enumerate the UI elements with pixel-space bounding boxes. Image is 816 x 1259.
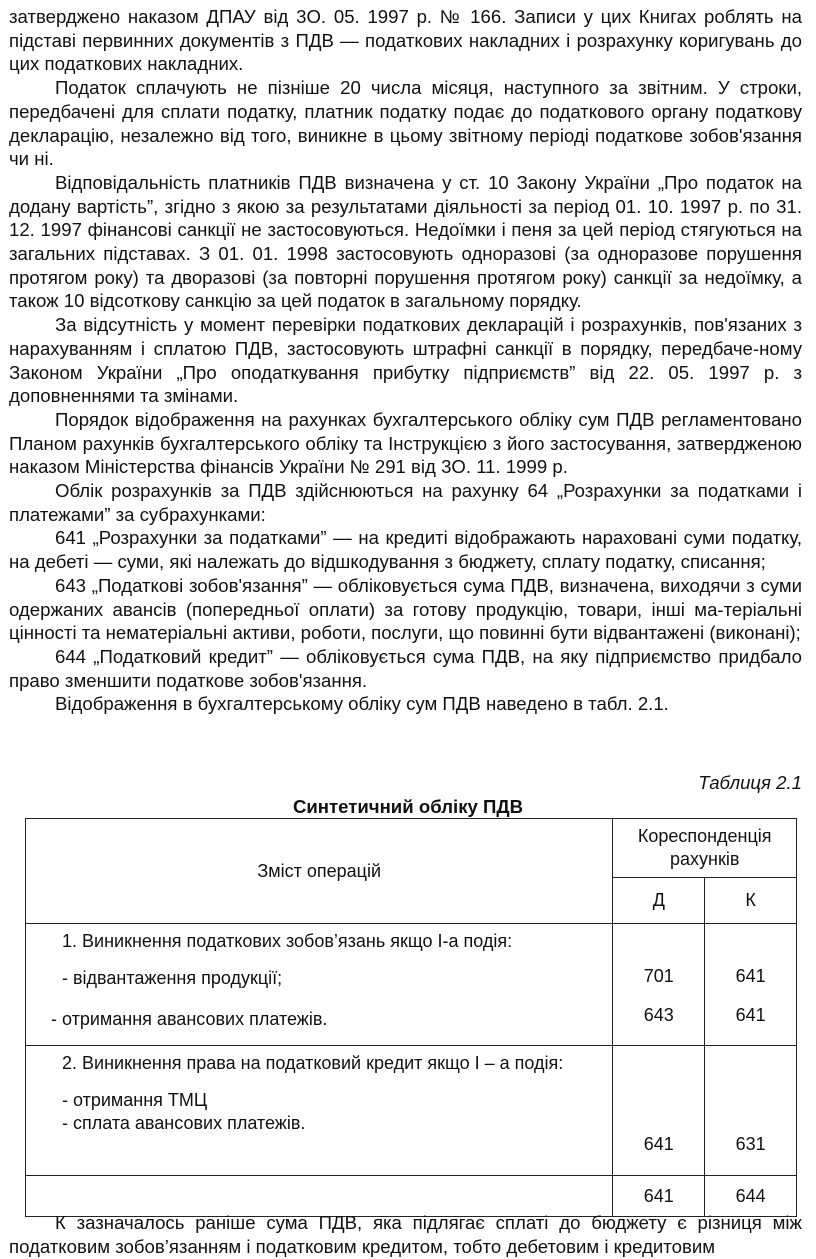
paragraph-7: 641 „Розрахунки за податками” — на кредиті відображають нараховані суми податку, на дебеті — суми, які належать до відшкодування з бюджету, сплату податку, списання; <box>9 527 802 573</box>
section-1-item-2-credit: 641 <box>735 1005 766 1025</box>
section-2-row-2-debit: 641 <box>613 1176 705 1217</box>
header-content: Зміст операцій <box>26 819 613 924</box>
closing-paragraph-wrap <box>9 1211 802 1258</box>
section-1-item-2: - отримання авансових платежів. <box>51 1009 328 1029</box>
section-1-cell <box>26 924 613 1046</box>
section-2-debit-cell <box>613 1046 705 1176</box>
section-2-credit-cell <box>705 1046 797 1176</box>
section-1-debit-cell <box>613 924 705 1046</box>
section-2-row-1-debit: 641 <box>643 1134 674 1154</box>
section-1-heading: 1. Виникнення податкових зобов’язань якщо I-а подія: <box>62 931 513 951</box>
table-title: Синтетичний обліку ПДВ <box>292 796 524 817</box>
header-debit: Д <box>613 877 705 923</box>
paragraph-10: Відображення в бухгалтерському обліку сум ПДВ наведено в табл. 2.1. <box>55 693 669 715</box>
section-1-item-1: - відвантаження продукції; <box>62 968 283 988</box>
paragraph-3: Відповідальність платників ПДВ визначена у ст. 10 Закону України „Про податок на додану вартість”, згідно з якою за результатами діяльності за період 01. 10. 1997 р. по 31. 12. 1997 фінансові санкції не застосовуються. Недоїмки і пеня за цей період стягуються на загальних підставах. З 01. 01. 1998 застосовують одноразові (за одноразове порушення протягом року) та дворазові (за повторні порушення протягом року) санкції за недоїмку, а також 10 відсоткову санкцію за цей податок в загальному порядку. <box>9 171 802 312</box>
paragraph-2: Податок сплачують не пізніше 20 числа місяця, наступного за звітним. У строки, передбачені для сплати податку, платник податку подає до податкового органу податкову декларацію, незалежно від того, виникне в цьому звітному періоді податкове зобов'язання чи ні. <box>9 77 802 170</box>
section-2-heading: 2. Виникнення права на податковий кредит якщо I – а подія: <box>62 1053 564 1073</box>
table-row <box>26 924 797 1046</box>
document-body <box>9 5 802 716</box>
section-1-item-2-debit: 643 <box>643 1005 674 1025</box>
header-correspondence: Кореспонденція рахунків <box>613 819 797 878</box>
paragraph-9: 644 „Податковий кредит” — обліковується сума ПДВ, на яку підприємство придбало право зменшити податкове зобов'язання. <box>9 645 802 691</box>
paragraph-1: затверджено наказом ДПАУ від 3О. 05. 1997 р. № 166. Записи у цих Книгах роблять на підставі первинних документів з ПДВ — податкових накладних і розрахунку коригувань до цих податкових накладних. <box>9 6 802 75</box>
section-2-item-2: - сплата авансових платежів. <box>62 1113 306 1133</box>
paragraph-4: За відсутність у момент перевірки податкових декларацій і розрахунків, пов'язаних з нарахуванням і сплатою ПДВ, застосовують штрафні санкції в порядку, передбаче-ному Законом України „Про оподаткування прибутку підприємств” від 22. 05. 1997 р. з доповненнями та змінами. <box>9 314 802 407</box>
section-1-item-1-debit: 701 <box>643 966 674 986</box>
header-credit: К <box>705 877 797 923</box>
section-1-item-1-credit: 641 <box>735 966 766 986</box>
section-2-item-1: - отримання ТМЦ <box>62 1090 208 1110</box>
closing-paragraph: К зазначалось раніше сума ПДВ, яка підлягає сплаті до бюджету є різниця між податковим зобов’язанням і податковим кредитом, тобто дебетовим і кредитовим <box>9 1212 802 1257</box>
table-header-row <box>26 819 797 878</box>
paragraph-8: 643 „Податкові зобов'язання” — обліковується сума ПДВ, визначена, виходячи з суми одержаних авансів (попередньої оплати) за готову продукцію, товари, інші ма-теріальні цінності та нематеріальні активи, роботи, послуги, що повинні бути відвантажені (виконані); <box>9 574 802 644</box>
section-1-credit-cell <box>705 924 797 1046</box>
section-2-row-1-credit: 631 <box>735 1134 766 1154</box>
section-2-row-2-credit: 644 <box>705 1176 797 1217</box>
vat-accounting-table <box>25 818 797 1217</box>
table-caption: Таблиця 2.1 <box>698 772 802 793</box>
section-2-cell <box>26 1046 613 1176</box>
paragraph-6: Облік розрахунків за ПДВ здійснюються на рахунку 64 „Розрахунки за податками і платежами” за субрахунками: <box>9 480 802 525</box>
paragraph-5: Порядок відображення на рахунках бухгалтерського обліку сум ПДВ регламентовано Планом рахунків бухгалтерського обліку та Інструкцією з його застосування, затвердженою наказом Міністерства фінансів України № 291 від 3О. 11. 1999 р. <box>9 408 802 478</box>
table-row <box>26 1046 797 1176</box>
